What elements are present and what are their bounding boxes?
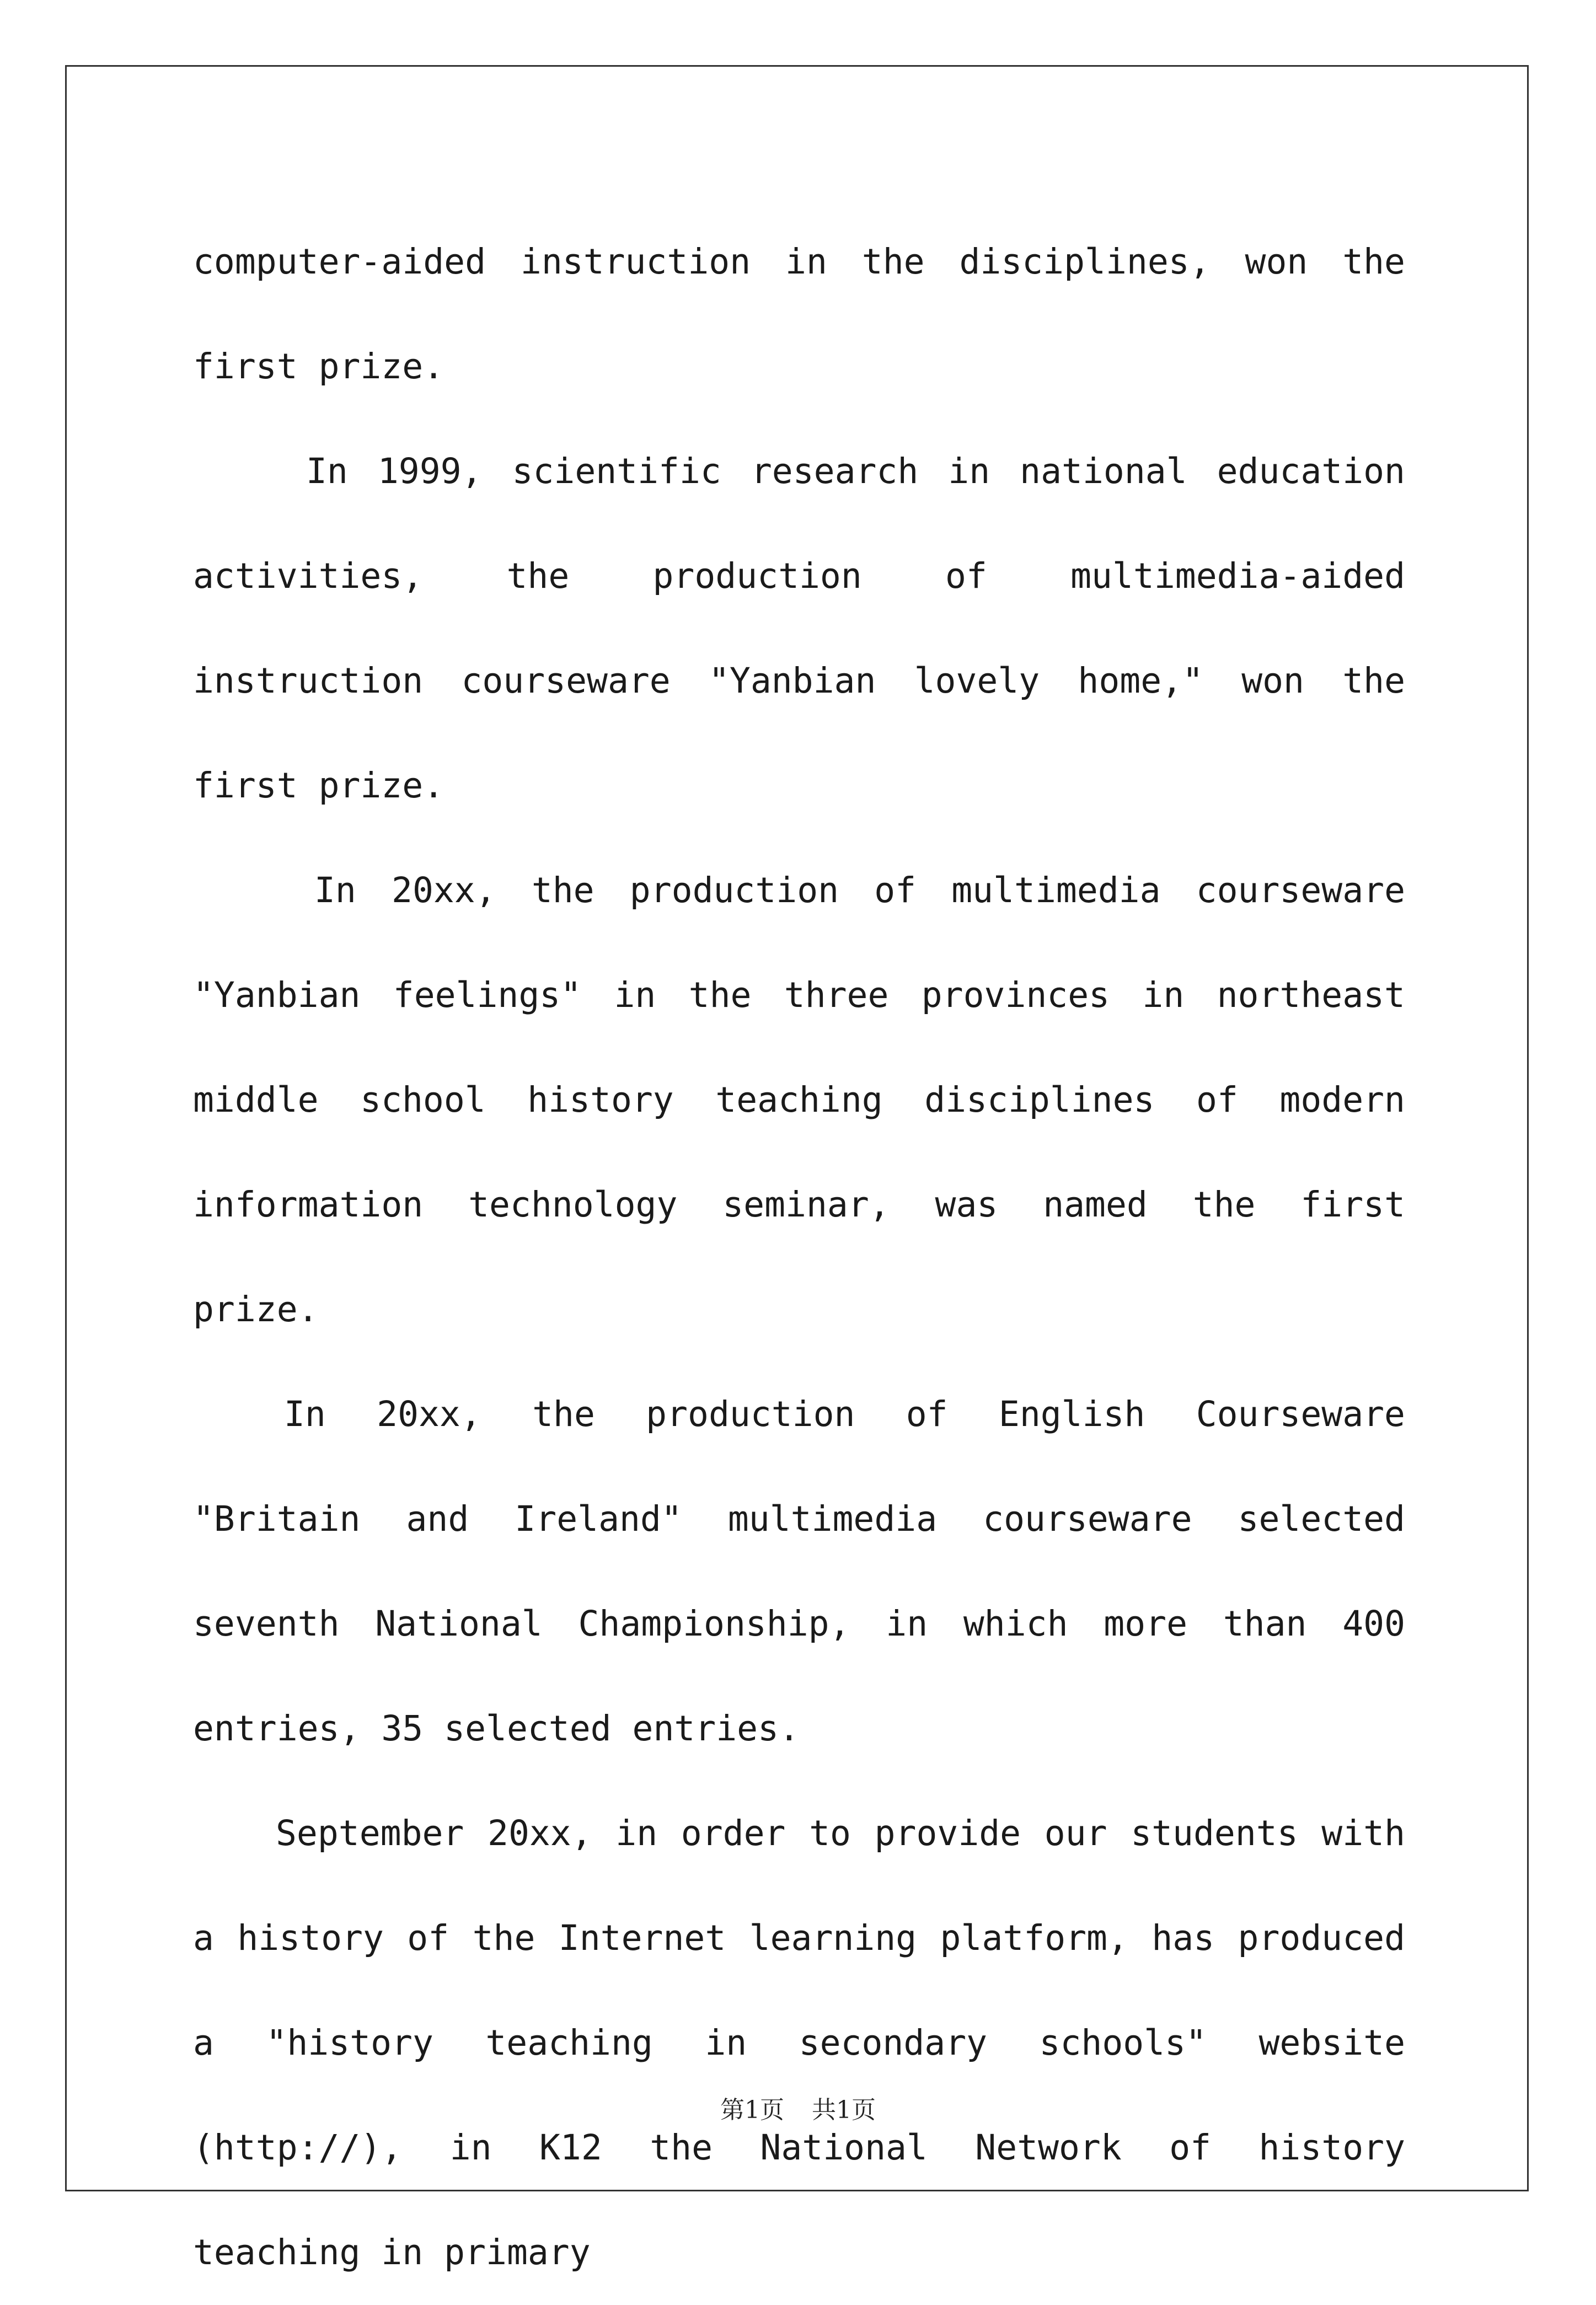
paragraph-4: In 20xx, the production of English Courseware "Britain and Ireland" multimedia courseware selected seventh National Championship, in which more than 400 entries, 35 selected entries. bbox=[193, 1394, 1405, 1749]
paragraph-3: In 20xx, the production of multimedia courseware "Yanbian feelings" in the three provinces in northeast middle school history teaching disciplines of modern information technology seminar, was named the first prize. bbox=[193, 870, 1405, 1330]
paragraph-1: computer-aided instruction in the disciplines, won the first prize. bbox=[193, 242, 1405, 387]
page-number-total: 共1页 bbox=[812, 2096, 876, 2124]
document-body bbox=[193, 210, 1405, 2305]
paragraph-2: In 1999, scientific research in national education activities, the production of multimedia-aided instruction courseware "Yanbian lovely home," won the first prize. bbox=[193, 451, 1405, 806]
page-footer bbox=[0, 2090, 1596, 2125]
page-number-current: 第1页 bbox=[720, 2096, 784, 2124]
paragraph-5: September 20xx, in order to provide our students with a history of the Internet learning platform, has produced a "history teaching in secondary schools" website (http://), in K12 the National Network of history teaching in primary bbox=[193, 1813, 1405, 2272]
